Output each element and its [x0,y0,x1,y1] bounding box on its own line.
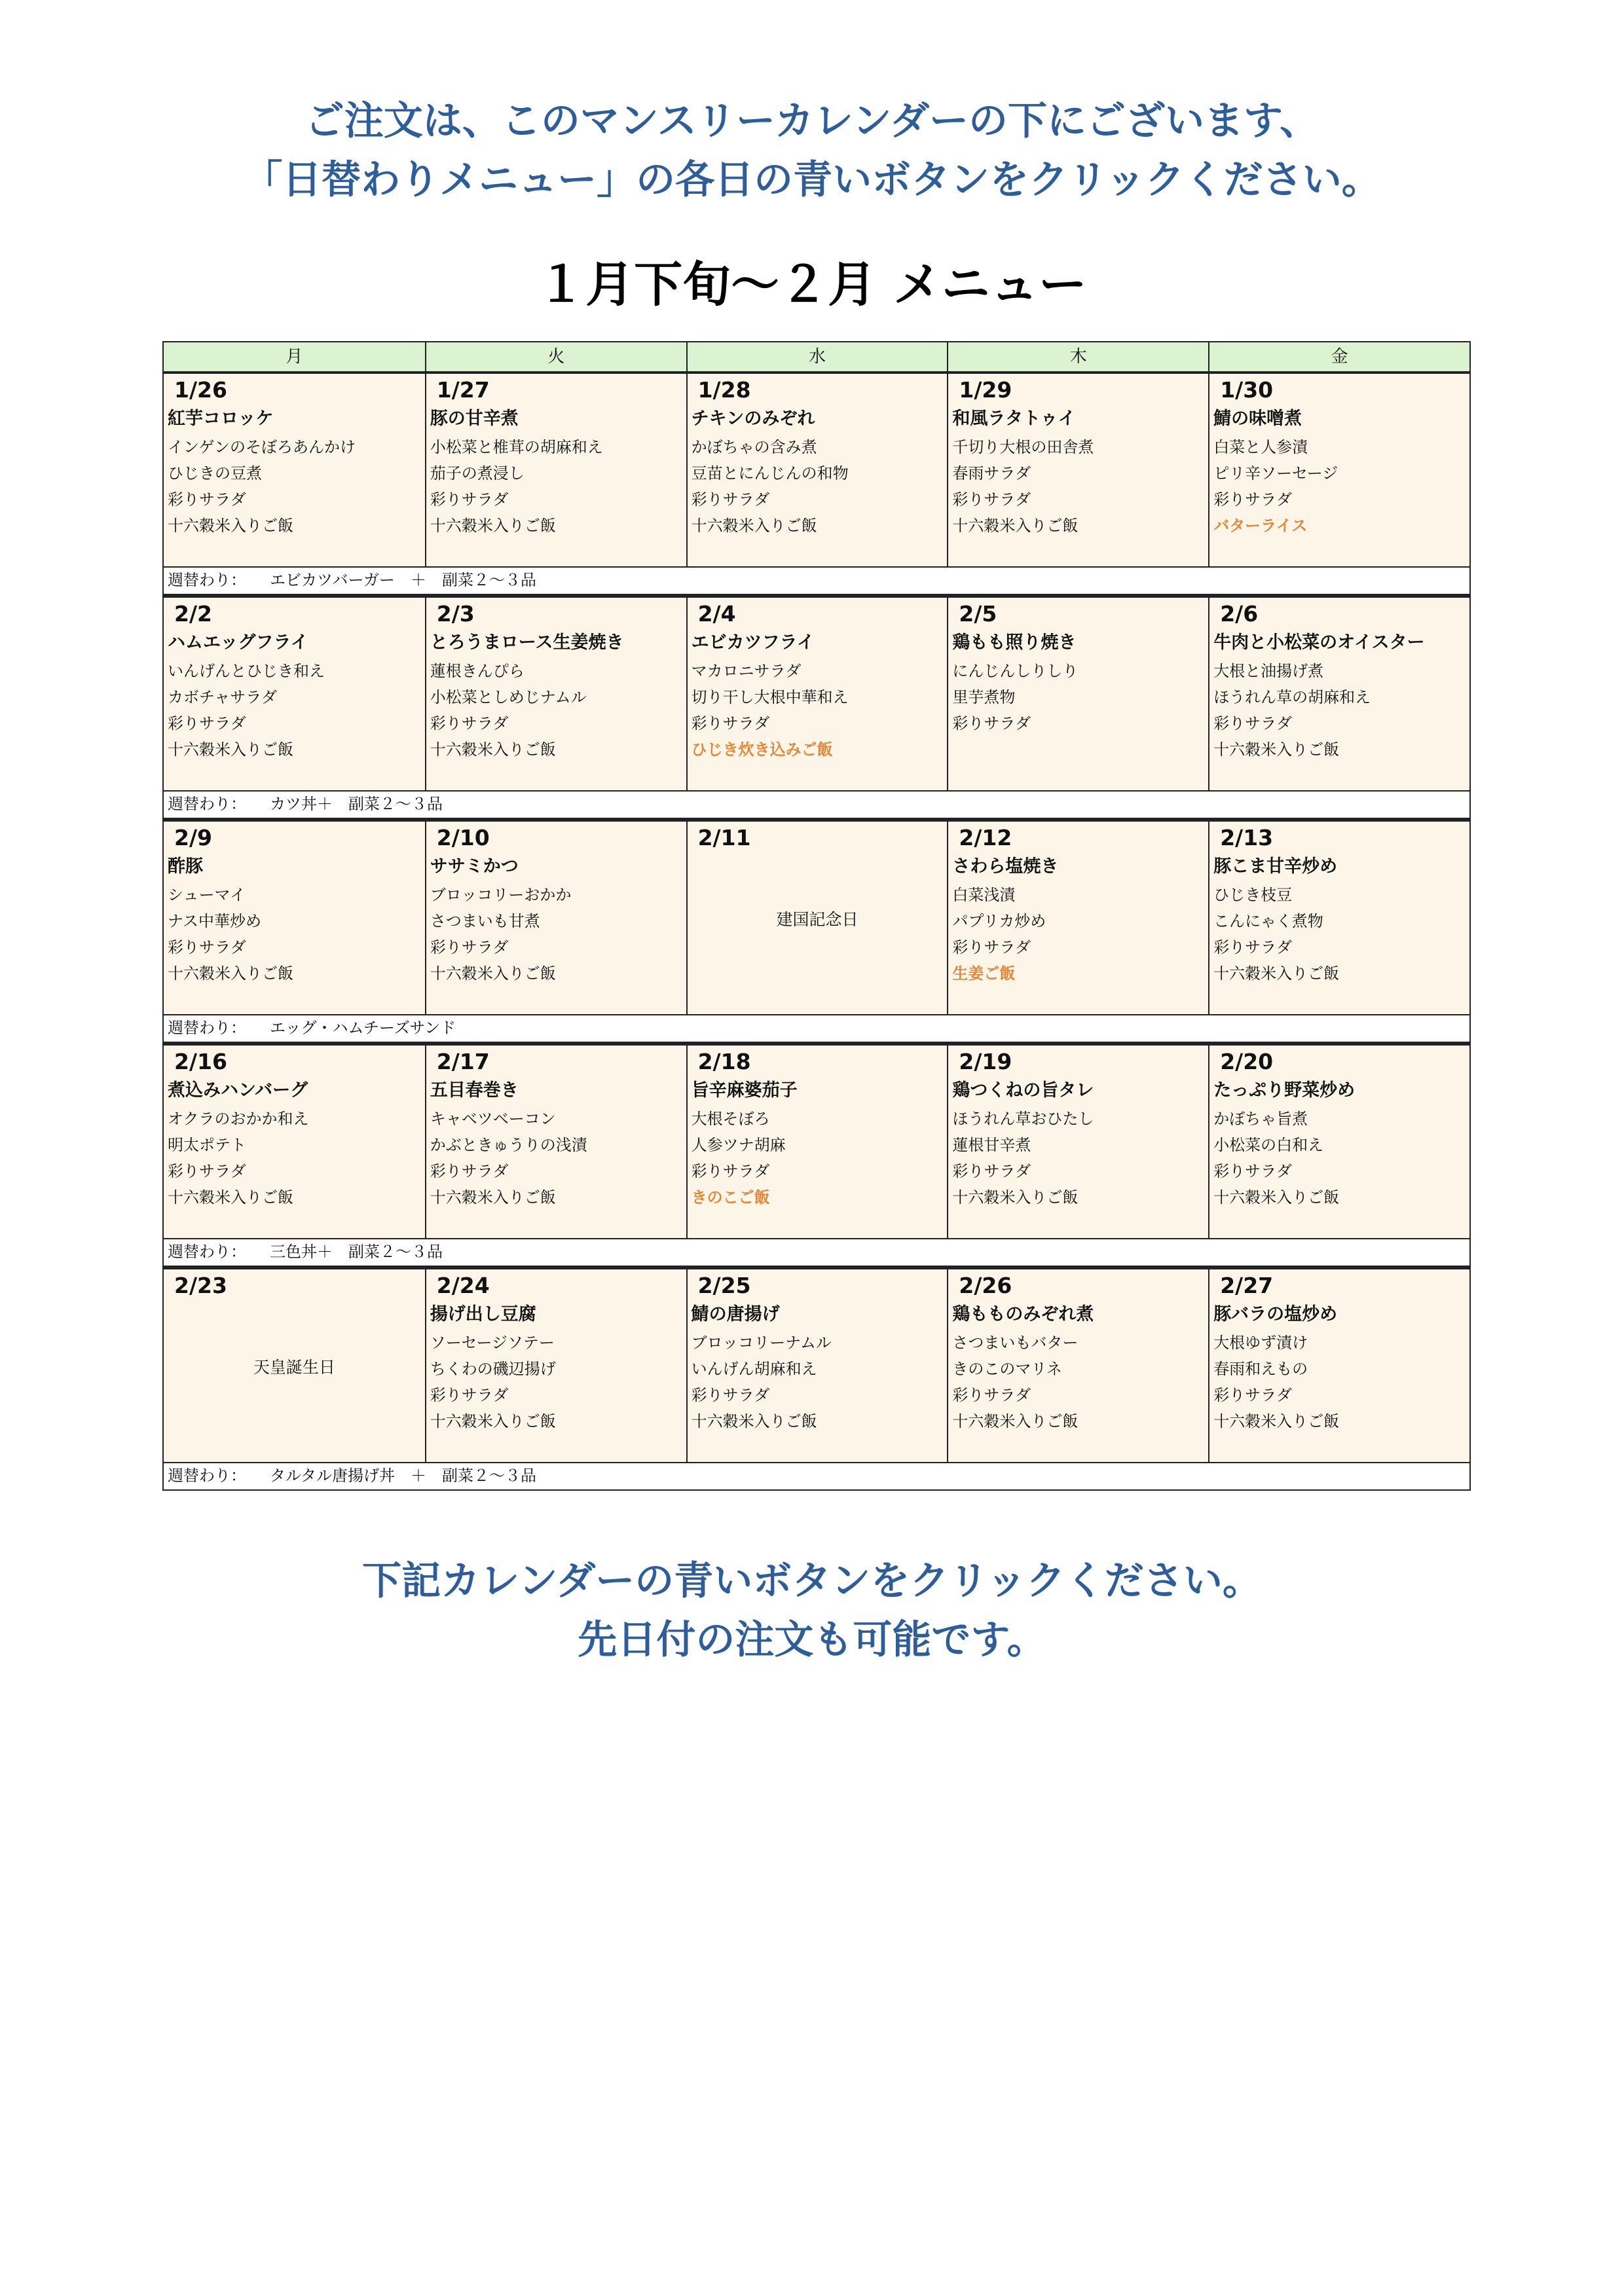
day-date: 2/11 [697,825,751,850]
menu-title: １月下旬～２月 メニュー [537,257,1087,313]
side-dish: 十六穀米入りご飯 [168,964,293,983]
day-date: 2/23 [174,1273,227,1298]
side-dish: 里芋煮物 [952,688,1016,706]
main-dish: 酢豚 [168,856,203,877]
side-dish: ほうれん草の胡麻和え [1213,688,1371,706]
day-cell [425,1269,686,1462]
main-dish: さわら塩焼き [952,856,1059,877]
main-dish: 紅芋コロッケ [168,409,274,429]
day-cell [164,1269,425,1462]
day-cell [686,822,948,1014]
side-dish: 彩りサラダ [168,1162,246,1180]
order-notice-line-2: 「日替わりメニュー」の各日の青いボタンをクリックください。 [243,157,1381,203]
main-dish: 鶏つくねの旨タレ [952,1080,1094,1101]
day-cell [164,374,425,566]
side-dish: 彩りサラダ [1213,938,1292,957]
side-dish: ほうれん草おひたし [952,1110,1094,1128]
calendar-week [162,371,1471,595]
main-dish: ササミかつ [430,856,519,877]
day-date: 1/26 [174,377,227,403]
side-dish: 小松菜と椎茸の胡麻和え [430,438,603,456]
side-dish: 彩りサラダ [952,714,1031,733]
day-date: 2/27 [1220,1273,1274,1298]
order-notice-bottom [0,1552,1624,1669]
calendar-week [162,819,1471,1043]
main-dish: 牛肉と小松菜のオイスター [1213,632,1425,653]
day-date: 2/19 [959,1049,1012,1074]
day-date: 2/10 [436,825,490,850]
week-days-row [164,374,1469,566]
day-date: 2/13 [1220,825,1274,850]
side-dish: こんにゃく煮物 [1213,912,1323,930]
side-dish: キャベツベーコン [430,1110,556,1128]
side-dish: 彩りサラダ [952,490,1031,509]
main-dish: 豚の甘辛煮 [430,409,519,429]
side-dish: 彩りサラダ [430,714,509,733]
main-dish: 五目春巻き [430,1080,519,1101]
day-date: 2/17 [436,1049,490,1074]
day-date: 2/16 [174,1049,227,1074]
weekday-thu: 木 [947,342,1208,371]
main-dish: 鯖の味噌煮 [1213,409,1302,429]
main-dish: 鯖の唐揚げ [691,1304,780,1324]
side-dish: ソーセージソテー [430,1334,555,1352]
side-dish: 彩りサラダ [430,490,509,509]
side-dish: 彩りサラダ [1213,1162,1292,1180]
side-dish: 彩りサラダ [1213,490,1292,509]
main-dish: 鶏もも照り焼き [952,632,1077,653]
side-dish: 蓮根きんぴら [430,662,525,680]
side-dish: 彩りサラダ [691,714,770,733]
side-dish: 十六穀米入りご飯 [430,740,556,759]
weekly-special-note: 週替わり： タルタル唐揚げ丼 ＋ 副菜２～３品 [164,1462,1469,1489]
side-dish: パプリカ炒め [952,912,1046,930]
side-dish: 大根ゆず漬け [1213,1334,1308,1352]
side-dish: 十六穀米入りご飯 [952,517,1079,535]
side-dish: カボチャサラダ [168,688,278,706]
order-notice-bottom-line-1: 下記カレンダーの青いボタンをクリックください。 [362,1558,1262,1604]
weekday-wed: 水 [686,342,948,371]
side-dish: 豆苗とにんじんの和物 [691,464,849,483]
side-dish: 彩りサラダ [691,490,770,509]
day-date: 2/24 [436,1273,490,1298]
weekly-special-note: 週替わり： カツ丼＋ 副菜２～３品 [164,790,1469,818]
side-dish: 十六穀米入りご飯 [952,1412,1079,1430]
day-cell [425,1046,686,1238]
day-cell [686,1269,948,1462]
side-dish: 彩りサラダ [691,1162,770,1180]
day-date: 1/28 [697,377,751,403]
side-dish: マカロニサラダ [691,662,802,680]
day-cell [425,598,686,790]
side-dish: 十六穀米入りご飯 [430,1188,556,1207]
order-notice-bottom-line-2: 先日付の注文も可能です。 [578,1617,1046,1663]
weekday-mon: 月 [286,347,303,367]
day-cell [947,598,1208,790]
main-dish: 揚げ出し豆腐 [430,1304,536,1324]
side-dish: 人参ツナ胡麻 [691,1136,786,1154]
side-dish: 春雨サラダ [952,464,1031,483]
side-dish: 十六穀米入りご飯 [168,1188,293,1207]
side-dish: 十六穀米入りご飯 [1213,964,1340,983]
week-days-row [164,822,1469,1014]
weekday-tue: 火 [425,342,686,371]
side-dish: 白菜と人参漬 [1213,438,1308,456]
main-dish: 鶏もものみぞれ煮 [952,1304,1094,1324]
side-dish: 明太ポテト [168,1136,246,1154]
day-date: 2/6 [1220,601,1259,627]
week-days-row [164,598,1469,790]
side-dish: 小松菜としめじナムル [430,688,587,706]
day-date: 2/18 [697,1049,751,1074]
side-dish: ひじきの豆煮 [168,464,262,483]
side-dish: 小松菜の白和え [1213,1136,1324,1154]
day-cell [164,598,425,790]
day-date: 1/29 [959,377,1012,403]
side-dish: かぼちゃの含み煮 [691,438,817,456]
side-dish: 大根と油揚げ煮 [1213,662,1324,680]
side-dish: 生姜ご飯 [952,964,1016,983]
side-dish: さつまいもバター [952,1334,1079,1352]
side-dish: いんげん胡麻和え [691,1360,817,1378]
side-dish: 彩りサラダ [430,938,509,957]
side-dish: 十六穀米入りご飯 [1213,1188,1340,1207]
side-dish: ブロッコリーおかか [430,886,572,904]
day-cell [947,374,1208,566]
side-dish: 彩りサラダ [691,1386,770,1404]
day-date: 2/2 [174,601,212,627]
main-dish: チキンのみぞれ [691,409,815,429]
main-dish: ハムエッグフライ [168,632,308,653]
holiday-label: 天皇誕生日 [253,1358,335,1377]
day-cell [686,598,948,790]
main-dish: 煮込みハンバーグ [168,1080,308,1101]
side-dish: 切り干し大根中華和え [691,688,849,706]
side-dish: かぶときゅうりの浅漬 [430,1136,587,1154]
side-dish: 彩りサラダ [952,1386,1031,1404]
side-dish: ブロッコリーナムル [691,1334,832,1352]
day-date: 2/4 [697,601,736,627]
side-dish: ちくわの磯辺揚げ [430,1360,556,1378]
side-dish: 彩りサラダ [1213,1386,1292,1404]
order-notice-top [0,92,1624,210]
main-dish: 旨辛麻婆茄子 [691,1080,798,1101]
weekly-special-note: 週替わり： エビカツバーガー ＋ 副菜２～３品 [164,566,1469,594]
holiday-label: 建国記念日 [776,910,858,929]
main-dish: とろうまロース生姜焼き [430,632,624,653]
weekly-special-note: 週替わり： エッグ・ハムチーズサンド [164,1014,1469,1042]
side-dish: バターライス [1213,517,1308,535]
week-days-row [164,1269,1469,1462]
side-dish: 彩りサラダ [430,1386,509,1404]
side-dish: ひじき炊き込みご飯 [691,740,833,759]
side-dish: 彩りサラダ [1213,714,1292,733]
day-cell [425,374,686,566]
day-cell [1208,1269,1469,1462]
side-dish: 千切り大根の田舎煮 [952,438,1094,456]
day-date: 2/5 [959,601,997,627]
side-dish: 十六穀米入りご飯 [168,517,293,535]
main-dish: エビカツフライ [691,632,815,653]
side-dish: 彩りサラダ [952,938,1031,957]
side-dish: 十六穀米入りご飯 [691,1412,817,1430]
side-dish: 十六穀米入りご飯 [952,1188,1079,1207]
day-cell [1208,1046,1469,1238]
order-notice-line-1: ご注文は、このマンスリーカレンダーの下にございます、 [304,98,1320,144]
day-cell [947,1046,1208,1238]
side-dish: いんげんとひじき和え [168,662,325,680]
main-dish: たっぷり野菜炒め [1213,1080,1356,1101]
day-date: 2/25 [697,1273,751,1298]
day-date: 2/20 [1220,1049,1274,1074]
side-dish: きのこのマリネ [952,1360,1062,1378]
side-dish: にんじんしりしり [952,662,1079,680]
weekday-header-row [162,341,1471,371]
day-date: 2/3 [436,601,475,627]
side-dish: 十六穀米入りご飯 [1213,1412,1340,1430]
week-days-row [164,1046,1469,1238]
side-dish: 十六穀米入りご飯 [1213,740,1340,759]
day-date: 2/9 [174,825,212,850]
side-dish: きのこご飯 [691,1188,770,1207]
day-date: 2/12 [959,825,1012,850]
side-dish: 彩りサラダ [168,938,246,957]
side-dish: 彩りサラダ [168,490,246,509]
side-dish: ピリ辛ソーセージ [1213,464,1338,483]
day-cell [1208,374,1469,566]
day-cell [1208,598,1469,790]
side-dish: 十六穀米入りご飯 [430,964,556,983]
side-dish: 蓮根甘辛煮 [952,1136,1031,1154]
side-dish: オクラのおかか和え [168,1110,309,1128]
weekday-fri: 金 [1208,342,1469,371]
weekly-special-note: 週替わり： 三色丼＋ 副菜２～３品 [164,1238,1469,1266]
side-dish: 十六穀米入りご飯 [168,740,293,759]
calendar-week [162,595,1471,819]
side-dish: 白菜浅漬 [952,886,1016,904]
side-dish: ナス中華炒め [168,912,262,930]
day-date: 2/26 [959,1273,1012,1298]
side-dish: 大根そぼろ [691,1110,770,1128]
day-date: 1/27 [436,377,490,403]
side-dish: 彩りサラダ [952,1162,1031,1180]
day-cell [1208,822,1469,1014]
side-dish: 十六穀米入りご飯 [430,1412,556,1430]
day-cell [686,1046,948,1238]
side-dish: 十六穀米入りご飯 [430,517,556,535]
day-cell [686,374,948,566]
day-cell [947,822,1208,1014]
side-dish: 茄子の煮浸し [430,464,525,483]
side-dish: 十六穀米入りご飯 [691,517,817,535]
monthly-menu-calendar [162,341,1471,1491]
side-dish: インゲンのそぼろあんかけ [168,438,356,456]
day-cell [425,822,686,1014]
day-cell [164,1046,425,1238]
side-dish: シューマイ [168,886,246,904]
main-dish: 和風ラタトゥイ [952,409,1076,429]
side-dish: さつまいも甘煮 [430,912,540,930]
calendar-week [162,1267,1471,1491]
side-dish: ひじき枝豆 [1213,886,1293,904]
side-dish: かぼちゃ旨煮 [1213,1110,1308,1128]
day-date: 1/30 [1220,377,1274,403]
main-dish: 豚バラの塩炒め [1213,1304,1338,1324]
main-dish: 豚こま甘辛炒め [1213,856,1338,877]
side-dish: 彩りサラダ [168,714,246,733]
day-cell [947,1269,1208,1462]
side-dish: 彩りサラダ [430,1162,509,1180]
side-dish: 春雨和えもの [1213,1360,1308,1378]
calendar-week [162,1043,1471,1267]
day-cell [164,822,425,1014]
